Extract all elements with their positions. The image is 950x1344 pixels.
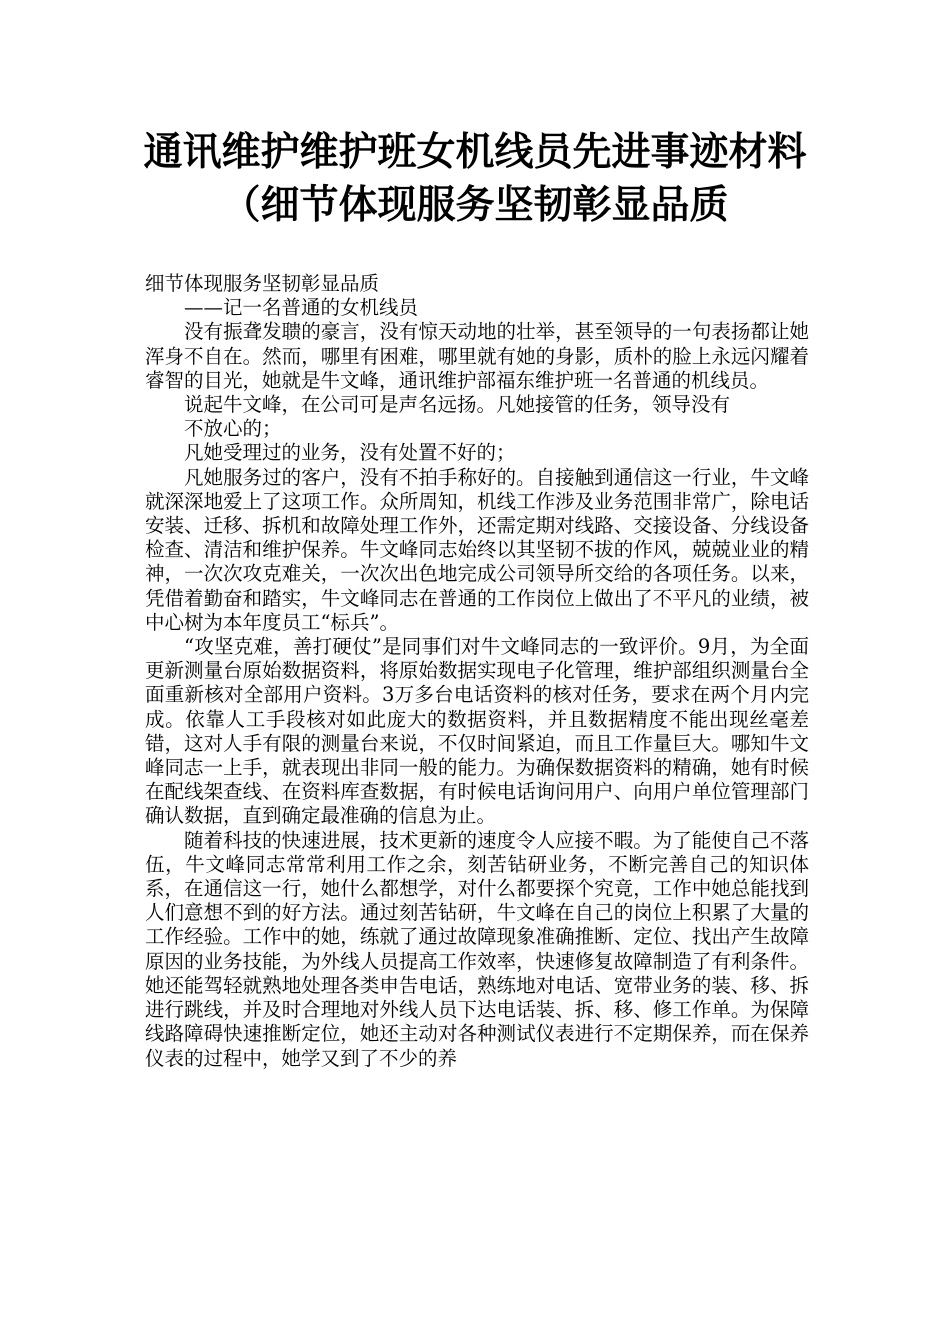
body-paragraph: “攻坚克难，善打硬仗”是同事们对牛文峰同志的一致评价。9月，为全面更新测量台原始数据资料，将原始数据实现电子化管理，维护部组织测量台全面重新核对全部用户资料。3万多台电话资料的核对任务，要求在两个月内完成。依靠人工手段核对如此庞大的数据资料，并且数据精度不能出现丝毫差错，这对人手有限的测量台来说，不仅时间紧迫，而且工作量巨大。哪知牛文峰同志一上手，就表现出非同一般的能力。为确保数据资料的精确，她有时候在配线架查线、在资料库查数据，有时候电话询问用户、向用户单位管理部门确认数据，直到确定最准确的信息为止。 [145, 635, 809, 828]
body-paragraph: 说起牛文峰，在公司可是声名远扬。凡她接管的任务，领导没有 [184, 393, 731, 417]
document-title-line-1: 通讯维护维护班女机线员先进事迹材料 [143, 130, 807, 175]
section-heading: 细节体现服务坚韧彰显品质 [145, 272, 380, 295]
body-paragraph: 没有振聋发聩的豪言，没有惊天动地的壮举，甚至领导的一句表扬都让她浑身不自在。然而，哪里有困难，哪里就有她的身影，质朴的脸上永远闪耀着睿智的目光，她就是牛文峰，通讯维护部福东维护班一名普通的机线员。 [145, 320, 809, 392]
section-subheading: ——记一名普通的女机线员 [184, 296, 419, 320]
document-title-line-2: （细节体现服务坚韧彰显品质 [221, 183, 729, 228]
body-paragraph: 凡她服务过的客户，没有不拍手称好的。自接触到通信这一行业，牛文峰就深深地爱上了这项工作。众所周知，机线工作涉及业务范围非常广，除电话安装、迁移、拆机和故障处理工作外，还需定期对线路、交接设备、分线设备检查、清洁和维护保养。牛文峰同志始终以其坚韧不拔的作风，兢兢业业的精神，一次次攻克难关，一次次出色地完成公司领导所交给的各项任务。以来，凭借着勤奋和踏实，牛文峰同志在普通的工作岗位上做出了不平凡的业绩，被中心树为本年度员工“标兵”。 [145, 465, 809, 634]
body-paragraph: 不放心的； [184, 417, 282, 441]
body-paragraph: 随着科技的快速进展，技术更新的速度令人应接不暇。为了能使自己不落伍，牛文峰同志常常利用工作之余，刻苦钻研业务，不断完善自己的知识体系，在通信这一行，她什么都想学，对什么都要探个究竟，工作中她总能找到人们意想不到的好方法。通过刻苦钻研，牛文峰在自己的岗位上积累了大量的工作经验。工作中的她，练就了通过故障现象准确推断、定位、找出产生故障原因的业务技能，为外线人员提高工作效率，快速修复故障制造了有利条件。她还能驾轻就熟地处理各类申告电话，熟练地对电话、宽带业务的装、移、拆进行跳线，并及时合理地对外线人员下达电话装、拆、移、修工作单。为保障线路障碍快速推断定位，她还主动对各种测试仪表进行不定期保养，而在保养仪表的过程中，她学又到了不少的养 [145, 828, 809, 1070]
document-body [145, 272, 809, 1071]
body-paragraph: 凡她受理过的业务，没有处置不好的； [184, 441, 516, 465]
